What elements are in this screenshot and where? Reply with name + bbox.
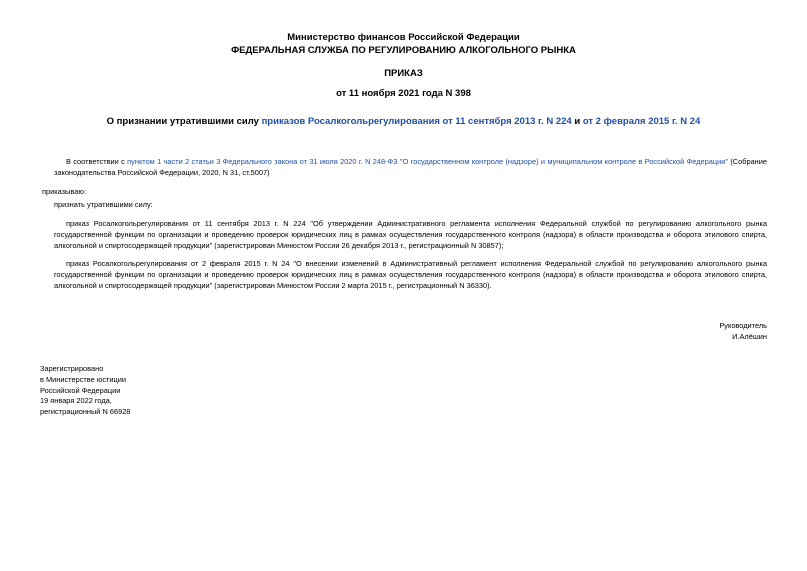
title-prefix: О признании утратившими силу xyxy=(106,116,262,127)
paragraph-order-224: приказ Росалкогольрегулирования от 11 сентября 2013 г. N 224 "Об утверждении Административного регламента исполнения Федеральной службой по регулированию алкогольного рынка государственной функции по организации и проведению проверок юридических лиц в рамках осуществления государственного контроля (надзора) в области производства и оборота этилового спирта, алкогольной и спиртосодержащей продукции" (зарегистрирован Минюстом России 26 декабря 2013 г., регистрационный N 30857); xyxy=(54,219,767,250)
title-middle: и xyxy=(571,116,583,127)
paragraph-order: приказываю: xyxy=(42,187,86,196)
document-date-number: от 11 ноября 2021 года N 398 xyxy=(336,88,471,99)
registration-block xyxy=(40,364,130,418)
title-link-order-224[interactable]: приказов Росалкогольрегулирования от 11 сентября 2013 г. N 224 xyxy=(261,116,572,127)
registration-line: в Министерстве юстиции xyxy=(40,374,127,384)
signature-position: Руководитель xyxy=(719,321,767,330)
p1-prefix: В соответствии с xyxy=(66,157,128,166)
ministry-name: Министерство финансов Российской Федерации xyxy=(287,32,520,43)
p1-suffix: (Собрание законодательства Российской Федерации, 2020, N 31, ст.5007) xyxy=(54,157,767,177)
paragraph-revoke: признать утратившими силу: xyxy=(54,200,153,209)
registration-line: регистрационный N 66928 xyxy=(40,407,131,417)
signature-name: И.Алёшин xyxy=(732,332,767,341)
paragraph-order-24: приказ Росалкогольрегулирования от 2 февраля 2015 г. N 24 "О внесении изменений в Административный регламент исполнения Федеральной службой по регулированию алкогольного рынка государственной функции по организации и проведению проверок юридических лиц в рамках осуществления государственного контроля (надзора) в области производства и оборота этилового спирта, алкогольной и спиртосодержащей продукции" (зарегистрирован Минюстом России 2 марта 2015 г., регистрационный N 36330). xyxy=(54,259,767,290)
registration-line: Зарегистрировано xyxy=(40,364,104,373)
document-type: ПРИКАЗ xyxy=(384,68,423,79)
law-link[interactable]: пунктом 1 части 2 статьи 3 Федерального закона от 31 июля 2020 г. N 248-ФЗ "О государственном контроле (надзоре) и муниципальном контроле в Российской Федерации" xyxy=(127,157,728,166)
title-link-order-24[interactable]: от 2 февраля 2015 г. N 24 xyxy=(582,116,701,127)
document-title xyxy=(0,116,807,127)
paragraph-basis xyxy=(54,157,767,179)
registration-line: 19 января 2022 года, xyxy=(40,396,112,406)
registration-line: Российской Федерации xyxy=(40,385,121,395)
service-name: ФЕДЕРАЛЬНАЯ СЛУЖБА ПО РЕГУЛИРОВАНИЮ АЛКОГОЛЬНОГО РЫНКА xyxy=(231,45,576,56)
